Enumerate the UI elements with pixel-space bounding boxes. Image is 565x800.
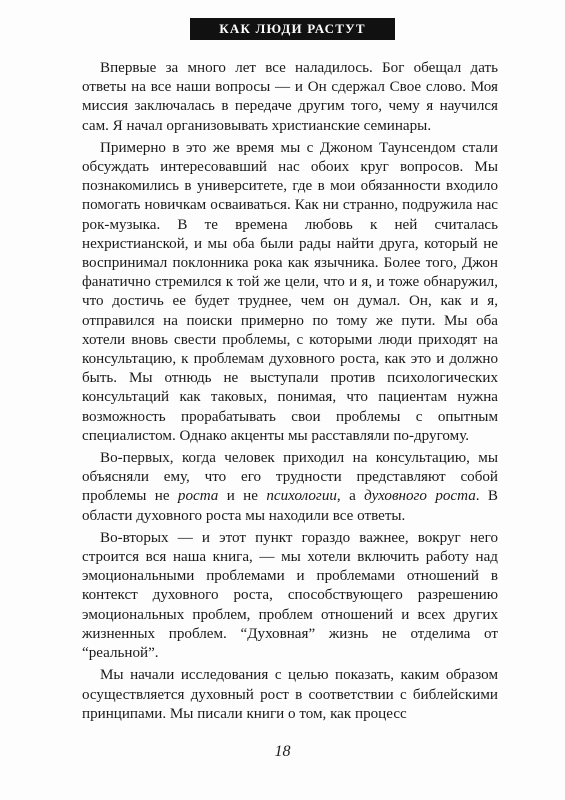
- emphasis-spiritual-growth: духовного роста: [364, 488, 476, 505]
- paragraph-5: Мы начали исследования с целью показать, каким образом осуществляется духовный рост в соответствии с библейскими принципами. Мы писали книги о том, как процесс: [82, 667, 498, 722]
- paragraph-4: Во-вторых — и этот пункт гораздо важнее, вокруг него строится вся наша книга, — мы хотели включить работу над эмоциональными проблемами и проблемами отношений в контекст духовного роста, способствующего разрешению эмоциональных проблем, проблем отношений и всех других жизненных проблем. “Духовная” жизнь не отделима от “реальной”.: [82, 529, 498, 662]
- paragraph-3-mid-2: , а: [336, 488, 365, 505]
- running-header: [190, 18, 395, 40]
- paragraph-2: Примерно в это же время мы с Джоном Таунсендом стали обсуждать интересовавший нас обоих круг вопросов. Мы познакомились в университете, где в мои обязанности входило помогать новичкам осваиваться. Как ни странно, подружила нас рок-музыка. В те времена любовь к ней считалась нехристианской, и мы оба были рады найти друга, который не воспринимал поклонника рока как язычника. Более того, Джон фанатично стремился к той же цели, что и я, и тоже обнаружил, что достичь ее будет труднее, чем он думал. Он, как и я, отправился на поиски примерно по тому же пути. Мы оба хотели вновь свести проблемы, с которыми люди приходят на консультацию, к проблемам духовного роста, как это и должно быть. Мы отнюдь не выступали против психологических консультаций как таковых, понимая, что пациентам нужна возможность прорабатывать свои проблемы с опытным специалистом. Однако акценты мы расставляли по-другому.: [82, 139, 498, 444]
- paragraph-3-end: . В области духовного роста мы находили все ответы.: [82, 488, 498, 524]
- emphasis-psychology: психологии: [266, 488, 337, 505]
- running-title: КАК ЛЮДИ РАСТУТ: [219, 21, 366, 36]
- page-number: 18: [274, 743, 291, 760]
- body-text: [82, 59, 498, 724]
- paragraph-3-mid-1: и не: [218, 488, 267, 505]
- emphasis-growth: роста: [177, 488, 219, 505]
- paragraph-3: [82, 449, 498, 526]
- paragraph-1: Впервые за много лет все наладилось. Бог обещал дать ответы на все наши вопросы — и Он сдержал Свое слово. Моя миссия заключалась в передаче другим того, чему я научился сам. Я начал организовывать христианские семинары.: [82, 60, 498, 134]
- paragraph-3-start: Во-первых, когда человек приходил на консультацию, мы объясняли ему, что его трудности представляют собой проблемы не: [82, 450, 498, 505]
